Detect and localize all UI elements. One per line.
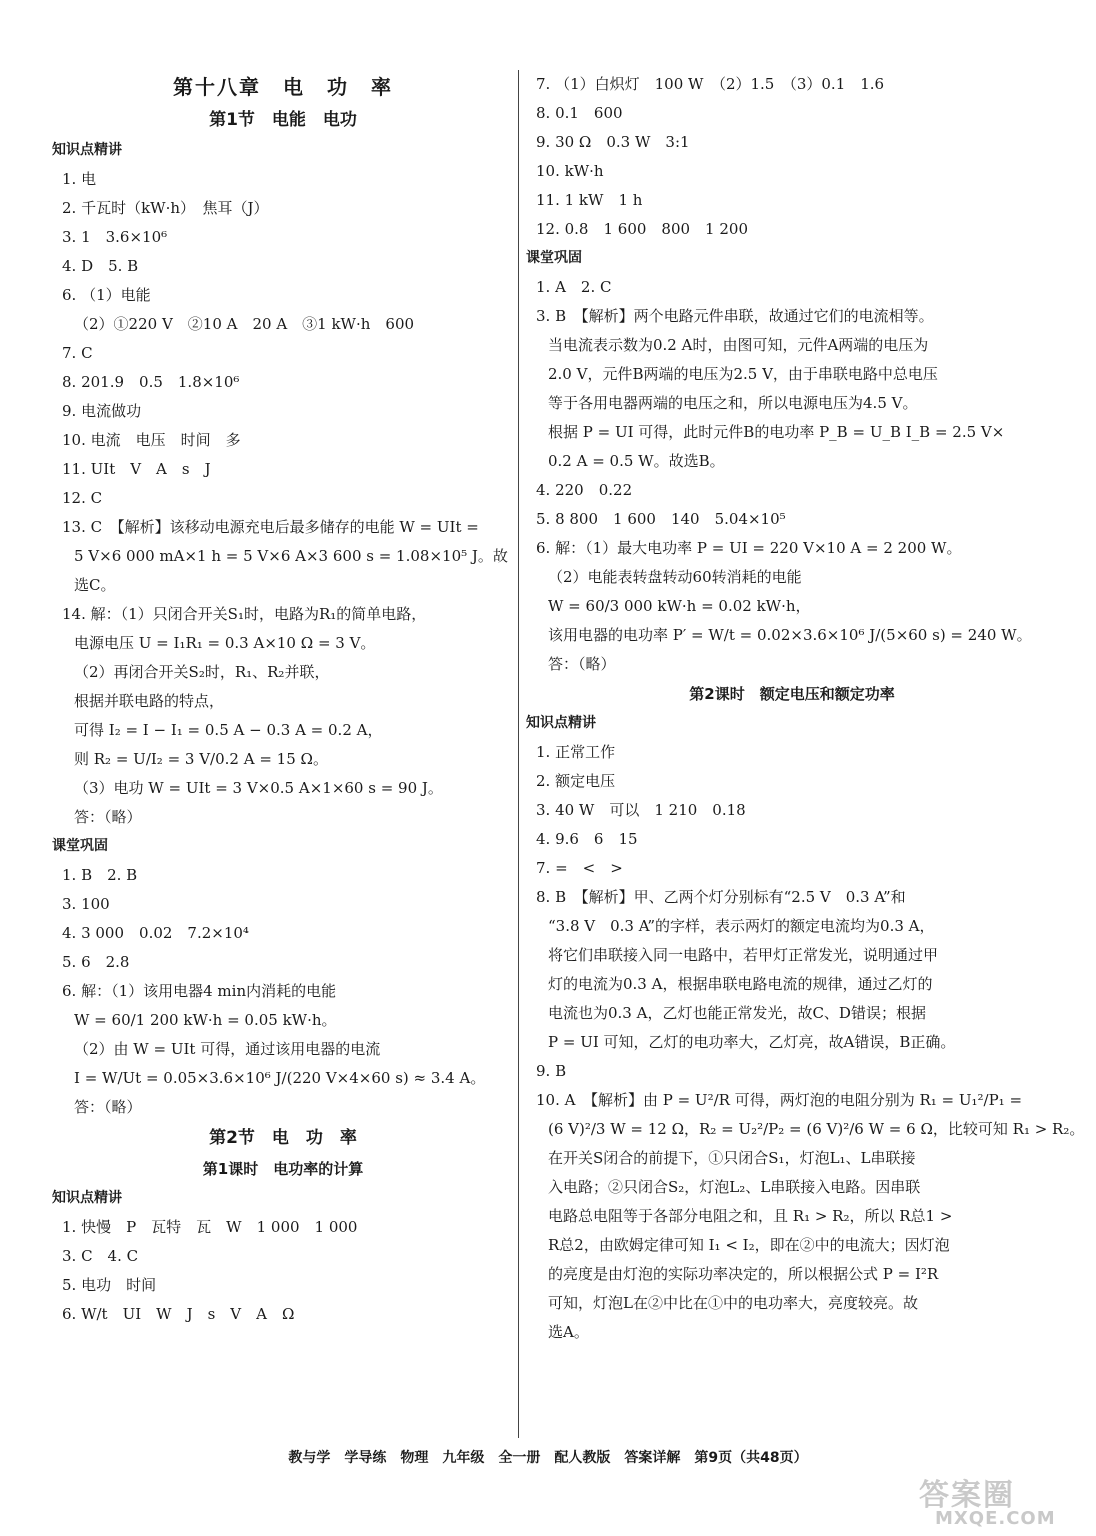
answer-line: I = W/Ut = 0.05×3.6×10⁶ J/(220 V×4×60 s) ≈ 3.4 A。 [74, 1069, 486, 1087]
answer-line: 4. D 5. B [62, 257, 139, 275]
answer-line: 1. 快慢 P 瓦特 瓦 W 1 000 1 000 [62, 1218, 358, 1236]
answer-line: 9. B [536, 1062, 567, 1080]
answer-line: （2）①220 V ②10 A 20 A ③1 kW·h 600 [74, 315, 415, 333]
answer-line: 3. C 4. C [62, 1247, 139, 1265]
answer-line: 4. 220 0.22 [536, 481, 633, 499]
answer-line: （2）电能表转盘转动60转消耗的电能 [548, 568, 802, 586]
answer-line: 电源电压 U = I₁R₁ = 0.3 A×10 Ω = 3 V。 [74, 634, 376, 652]
answer-line: R总2，由欧姆定律可知 I₁ < I₂，即在②中的电流大；因灯泡 [548, 1236, 950, 1254]
answer-line: （2）由 W = UIt 可得，通过该用电器的电流 [74, 1040, 381, 1058]
answer-line: 选A。 [548, 1323, 589, 1341]
section-label: 知识点精讲 [52, 142, 122, 158]
answer-line: 0.2 A = 0.5 W。故选B。 [548, 452, 725, 470]
watermark-main: 答案圈 [919, 1478, 1015, 1513]
section-2-title: 第2节 电 功 率 [209, 1128, 357, 1148]
answer-line: 1. A 2. C [536, 278, 612, 296]
answer-line: 1. 正常工作 [536, 743, 616, 761]
section-label: 课堂巩固 [526, 250, 582, 266]
answer-line: 当电流表示数为0.2 A时，由图可知，元件A两端的电压为 [548, 336, 929, 354]
page-footer: 教与学 学导练 物理 九年级 全一册 配人教版 答案详解 第9页（共48页） [288, 1450, 808, 1466]
answer-line: 4. 3 000 0.02 7.2×10⁴ [62, 924, 249, 942]
answer-line: 灯的电流为0.3 A，根据串联电路电流的规律，通过乙灯的 [548, 975, 933, 993]
answer-line: （2）再闭合开关S₂时，R₁、R₂并联， [74, 663, 330, 681]
answer-line: 11. UIt V A s J [62, 460, 211, 478]
answer-line: 可得 I₂ = I − I₁ = 0.5 A − 0.3 A = 0.2 A， [74, 721, 383, 739]
answer-line: 7. C [62, 344, 93, 362]
answer-line: 6. 解：（1）该用电器4 min内消耗的电能 [62, 982, 337, 1000]
answer-line: 6. 解：（1）最大电功率 P = UI = 220 V×10 A = 2 200 W。 [536, 539, 962, 557]
answer-line: W = 60/3 000 kW·h = 0.02 kW·h， [548, 597, 811, 615]
answer-line: 14. 解：（1）只闭合开关S₁时，电路为R₁的简单电路， [62, 605, 427, 623]
watermark-logo [905, 1470, 1085, 1532]
answer-line: 5. 8 800 1 600 140 5.04×10⁵ [536, 510, 786, 528]
column-divider [518, 70, 519, 1438]
answer-line: 等于各用电器两端的电压之和，所以电源电压为4.5 V。 [548, 394, 918, 412]
answer-line: 该用电器的电功率 P′ = W/t = 0.02×3.6×10⁶ J/(5×60 s) = 240 W。 [548, 626, 1032, 644]
section-label: 知识点精讲 [526, 715, 596, 731]
answer-line: 13. C 【解析】该移动电源充电后最多储存的电能 W = UIt = [62, 518, 479, 536]
answer-line: 7. （1）白炽灯 100 W （2）1.5 （3）0.1 1.6 [536, 75, 885, 93]
answer-line: 3. 40 W 可以 1 210 0.18 [536, 801, 746, 819]
watermark-url: MXQE.COM [935, 1508, 1056, 1529]
answer-line: 根据并联电路的特点， [74, 692, 225, 710]
answer-line: 10. 电流 电压 时间 多 [62, 431, 241, 449]
answer-line: 答：（略） [548, 655, 616, 673]
right-column [526, 70, 1085, 1347]
left-column [52, 70, 514, 1329]
answer-line: 9. 30 Ω 0.3 W 3:1 [536, 133, 690, 151]
answer-line: 8. 0.1 600 [536, 104, 623, 122]
lesson-2-title: 第2课时 额定电压和额定功率 [689, 685, 895, 703]
answer-line: 3. 1 3.6×10⁶ [62, 228, 168, 246]
answer-line: 10. A 【解析】由 P = U²/R 可得，两灯泡的电阻分别为 R₁ = U₁²/P₁ = [536, 1091, 1023, 1109]
answer-line: 6. （1）电能 [62, 286, 151, 304]
answer-line: 2.0 V，元件B两端的电压为2.5 V，由于串联电路中总电压 [548, 365, 938, 383]
answer-line: 电路总电阻等于各部分电阻之和，且 R₁ > R₂，所以 R总1 > [548, 1207, 953, 1225]
section-1-title: 第1节 电能 电功 [209, 110, 357, 130]
answer-line: 入电路；②只闭合S₂，灯泡L₂、L串联接入电路。因串联 [548, 1178, 921, 1196]
answer-line: 8. 201.9 0.5 1.8×10⁶ [62, 373, 240, 391]
section-label: 课堂巩固 [52, 838, 108, 854]
answer-line: “3.8 V 0.3 A”的字样，表示两灯的额定电流均为0.3 A， [548, 917, 935, 935]
answer-line: 答：（略） [74, 1098, 142, 1116]
chapter-title: 第十八章 电 功 率 [173, 75, 393, 99]
answer-line: 12. 0.8 1 600 800 1 200 [536, 220, 748, 238]
answer-line: 1. B 2. B [62, 866, 138, 884]
answer-line: W = 60/1 200 kW·h = 0.05 kW·h。 [74, 1011, 337, 1029]
answer-line: 可知，灯泡L在②中比在①中的电功率大，亮度较亮。故 [548, 1294, 918, 1312]
section-label: 知识点精讲 [52, 1190, 122, 1206]
answer-line: 答：（略） [74, 808, 142, 826]
answer-line: 1. 电 [62, 170, 97, 188]
answer-line: 将它们串联接入同一电路中，若甲灯正常发光，说明通过甲 [548, 946, 939, 964]
answer-line: 的亮度是由灯泡的实际功率决定的，所以根据公式 P = I²R [548, 1265, 939, 1283]
answer-line: （3）电功 W = UIt = 3 V×0.5 A×1×60 s = 90 J。 [74, 779, 443, 797]
answer-line: 电流也为0.3 A，乙灯也能正常发光，故C、D错误；根据 [548, 1004, 926, 1022]
answer-line: 6. W/t UI W J s V A Ω [62, 1305, 295, 1323]
answer-line: 7. = < > [536, 859, 623, 877]
answer-line: 5. 6 2.8 [62, 953, 130, 971]
answer-line: 则 R₂ = U/I₂ = 3 V/0.2 A = 15 Ω。 [74, 750, 328, 768]
lesson-1-title: 第1课时 电功率的计算 [202, 1160, 364, 1178]
answer-line: 根据 P = UI 可得，此时元件B的电功率 P_B = U_B I_B = 2.5 V× [548, 423, 1005, 441]
answer-line: 在开关S闭合的前提下，①只闭合S₁，灯泡L₁、L串联接 [548, 1149, 916, 1167]
answer-line: 选C。 [74, 576, 116, 594]
answer-line: 3. B 【解析】两个电路元件串联，故通过它们的电流相等。 [536, 307, 934, 325]
answer-line: 5 V×6 000 mA×1 h = 5 V×6 A×3 600 s = 1.08×10⁵ J。故 [74, 547, 508, 565]
answer-line: 10. kW·h [536, 162, 604, 180]
answer-line: 12. C [62, 489, 103, 507]
answer-line: 11. 1 kW 1 h [536, 191, 643, 209]
answer-line: 2. 千瓦时（kW·h） 焦耳（J） [62, 199, 269, 217]
answer-line: (6 V)²/3 W = 12 Ω，R₂ = U₂²/P₂ = (6 V)²/6 W = 6 Ω，比较可知 R₁ > R₂。 [548, 1120, 1085, 1138]
answer-line: 8. B 【解析】甲、乙两个灯分别标有“2.5 V 0.3 A”和 [536, 888, 906, 906]
answer-line: 9. 电流做功 [62, 402, 142, 420]
answer-line: 3. 100 [62, 895, 110, 913]
answer-line: 5. 电功 时间 [62, 1276, 157, 1294]
answer-line: P = UI 可知，乙灯的电功率大，乙灯亮，故A错误，B正确。 [548, 1033, 956, 1051]
answer-line: 2. 额定电压 [536, 772, 616, 790]
answer-line: 4. 9.6 6 15 [536, 830, 638, 848]
